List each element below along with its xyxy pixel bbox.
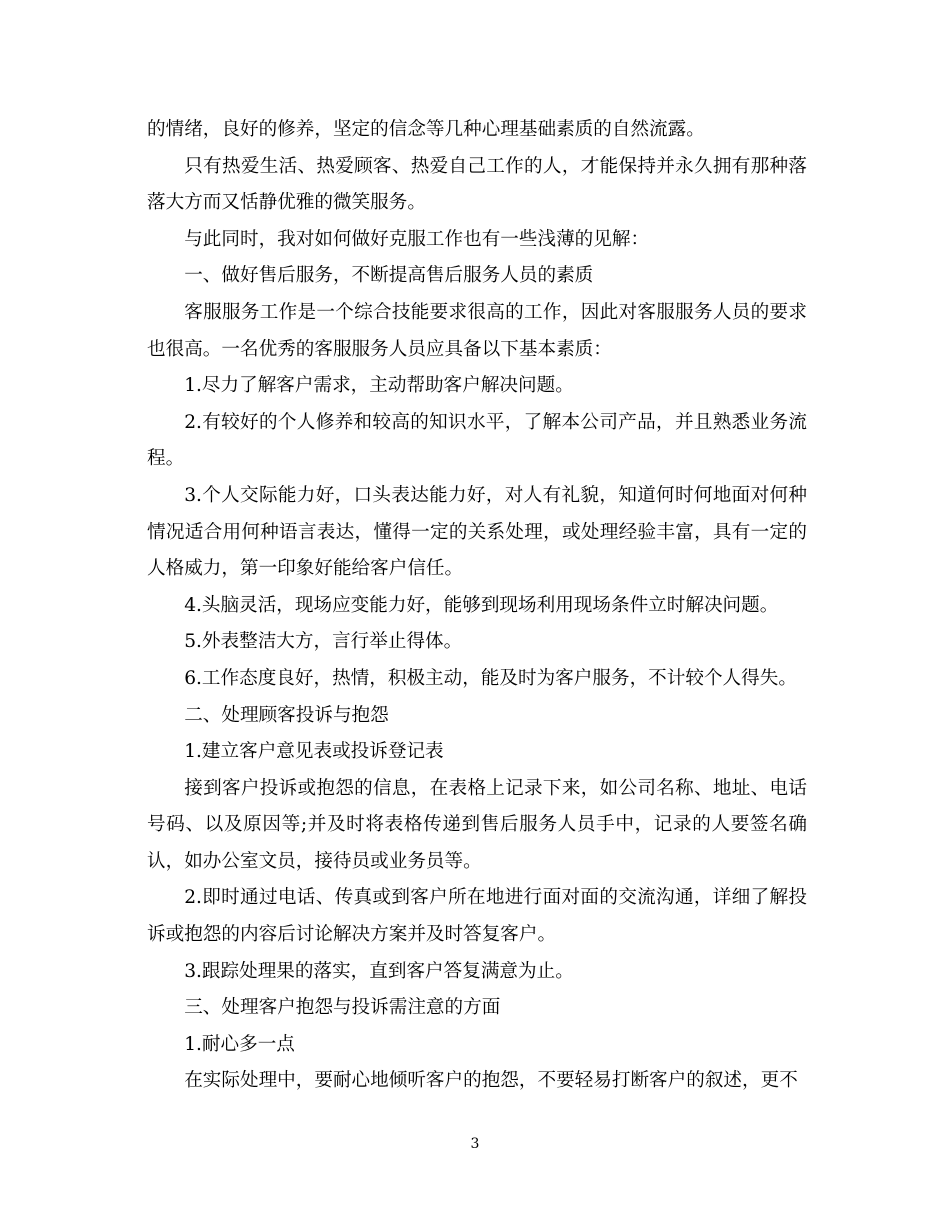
list-item-6: 6.工作态度良好，热情，积极主动，能及时为客户服务，不计较个人得失。	[184, 667, 797, 689]
paragraph-3: 与此同时，我对如何做好克服工作也有一些浅薄的见解：	[184, 228, 650, 250]
page-number: 3	[470, 1136, 480, 1152]
list-item-4: 4.头脑灵活，现场应变能力好，能够到现场利用现场条件立时解决问题。	[184, 594, 779, 616]
section-heading-1: 一、做好售后服务，不断提高售后服务人员的素质	[184, 265, 594, 287]
subheading-3-1: 1.耐心多一点	[184, 1033, 295, 1055]
list-item-5: 5.外表整洁大方，言行举止得体。	[184, 631, 463, 653]
list-item-1: 1.尽力了解客户需求，主动帮助客户解决问题。	[184, 375, 574, 397]
list-item-3: 3.个人交际能力好，口头表达能力好，对人有礼貌，知道何时何地面对何种情况适合用何种语言表达，懂得一定的关系处理，或处理经验丰富，具有一定的人格威力，第一印象好能给客户信任。	[147, 484, 807, 580]
subheading-2-1: 1.建立客户意见表或投诉登记表	[184, 741, 444, 763]
document-body	[147, 112, 807, 1100]
paragraph-14: 接到客户投诉或抱怨的信息，在表格上记录下来，如公司名称、地址、电话号码、以及原因等;并及时将表格传递到售后服务人员手中，记录的人要签名确认，如办公室文员，接待员或业务员等。	[147, 777, 807, 872]
section-heading-2: 二、处理顾客投诉与抱怨	[184, 704, 389, 726]
paragraph-5: 客服服务工作是一个综合技能要求很高的工作，因此对客服服务人员的要求也很高。一名优秀的客服服务人员应具备以下基本素质：	[147, 301, 807, 360]
list-item-2: 2.有较好的个人修养和较高的知识水平，了解本公司产品，并且熟悉业务流程。	[147, 411, 807, 470]
subheading-2-3: 3.跟踪处理果的落实，直到客户答复满意为止。	[184, 960, 574, 982]
paragraph-1: 的情绪，良好的修养，坚定的信念等几种心理基础素质的自然流露。	[147, 119, 705, 140]
section-heading-3: 三、处理客户抱怨与投诉需注意的方面	[184, 997, 501, 1019]
paragraph-2: 只有热爱生活、热爱顾客、热爱自己工作的人，才能保持并永久拥有那种落落大方而又恬静优雅的微笑服务。	[147, 155, 807, 214]
paragraph-19: 在实际处理中，要耐心地倾听客户的抱怨，不要轻易打断客户的叙述，更不	[184, 1070, 798, 1092]
subheading-2-2: 2.即时通过电话、传真或到客户所在地进行面对面的交流沟通，详细了解投诉或抱怨的内容后讨论解决方案并及时答复客户。	[147, 887, 807, 946]
